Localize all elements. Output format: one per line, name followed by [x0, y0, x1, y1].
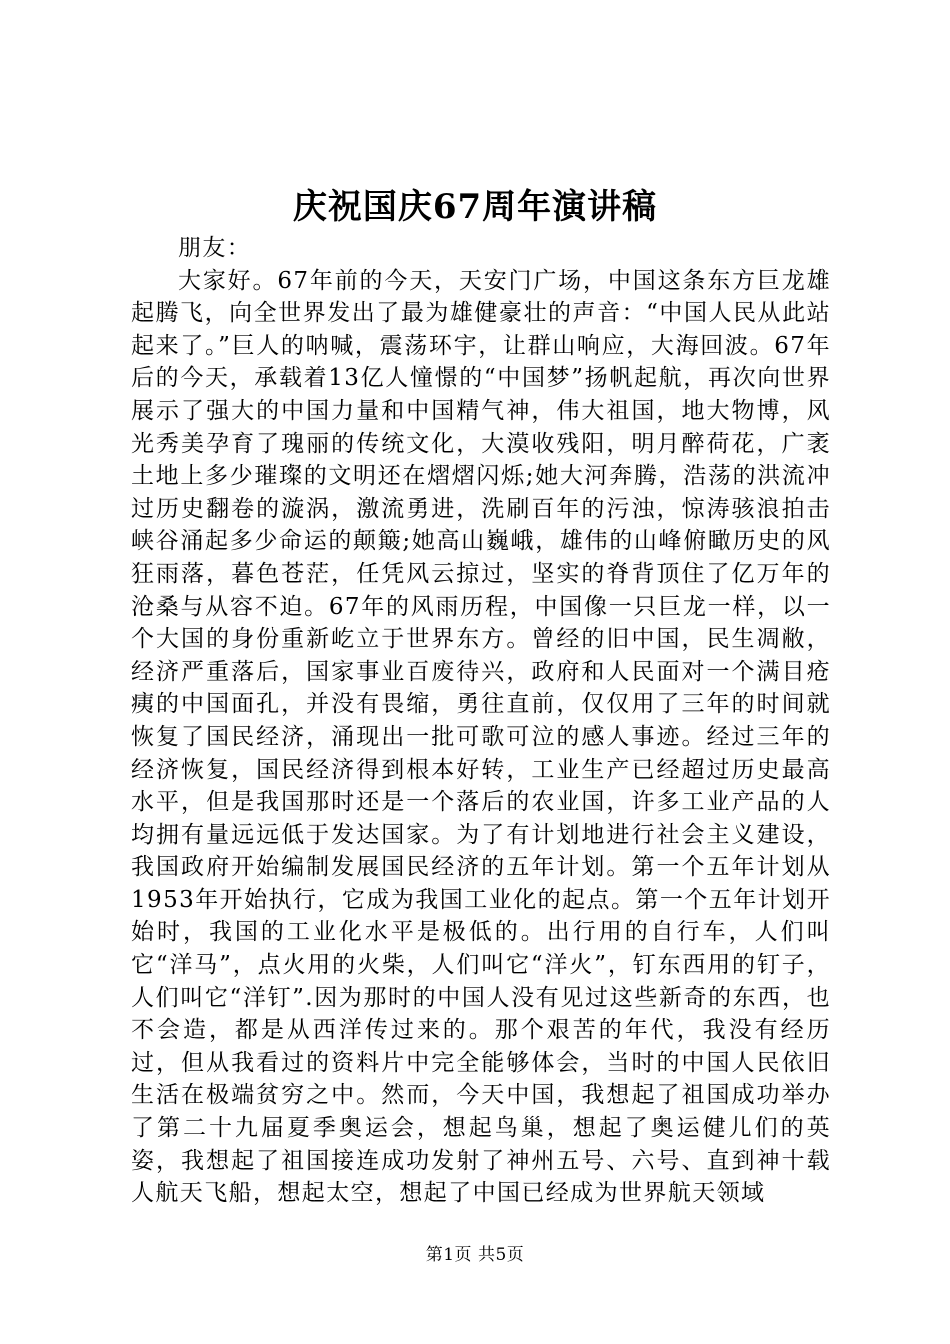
- page-footer: 第1页 共5页: [425, 1245, 525, 1265]
- greeting: 朋友：: [178, 235, 252, 261]
- body-paragraph: 大家好。67年前的今天，天安门广场，中国这条东方巨龙雄起腾飞，向全世界发出了最为雄健豪壮的声音：“中国人民从此站起来了。”巨人的呐喊，震荡环宇，让群山响应，大海回波。67年后的今天，承载着13亿人憧憬的“中国梦”扬帆起航，再次向世界展示了强大的中国力量和中国精气神，伟大祖国，地大物博，风光秀美孕育了瑰丽的传统文化，大漠收残阳，明月醉荷花，广袤土地上多少璀璨的文明还在熠熠闪烁;她大河奔腾，浩荡的洪流冲过历史翻卷的漩涡，激流勇进，洗刷百年的污浊，惊涛骇浪拍击峡谷涌起多少命运的颠簸;她高山巍峨，雄伟的山峰俯瞰历史的风狂雨落，暮色苍茫，任凭风云掠过，坚实的脊背顶住了亿万年的沧桑与从容不迫。67年的风雨历程，中国像一只巨龙一样，以一个大国的身份重新屹立于世界东方。曾经的旧中国，民生凋敝，经济严重落后，国家事业百废待兴，政府和人民面对一个满目疮痍的中国面孔，并没有畏缩，勇往直前，仅仅用了三年的时间就恢复了国民经济，涌现出一批可歌可泣的感人事迹。经过三年的经济恢复，国民经济得到根本好转，工业生产已经超过历史最高水平，但是我国那时还是一个落后的农业国，许多工业产品的人均拥有量远远低于发达国家。为了有计划地进行社会主义建设，我国政府开始编制发展国民经济的五年计划。第一个五年计划从1953年开始执行，它成为我国工业化的起点。第一个五年计划开始时，我国的工业化水平是极低的。出行用的自行车，人们叫它“洋马”，点火用的火柴，人们叫它“洋火”，钉东西用的钉子，人们叫它“洋钉”.因为那时的中国人没有见过这些新奇的东西，也不会造，都是从西洋传过来的。那个艰苦的年代，我没有经历过，但从我看过的资料片中完全能够体会，当时的中国人民依旧生活在极端贫穷之中。然而，今天中国，我想起了祖国成功举办了第二十九届夏季奥运会，想起鸟巢，想起了奥运健儿们的英姿，我想起了祖国接连成功发射了神州五号、六号、直到神十载人航天飞船，想起太空，想起了中国已经成为世界航天领域: [131, 267, 831, 1207]
- document-title: 庆祝国庆67周年演讲稿: [292, 187, 658, 227]
- document-body: [131, 232, 831, 1210]
